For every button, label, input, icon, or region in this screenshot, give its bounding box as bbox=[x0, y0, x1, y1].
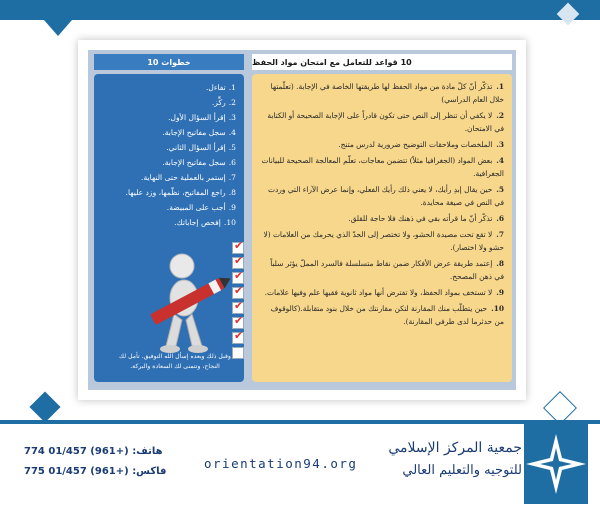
rule-number: 5. bbox=[496, 185, 504, 194]
phone-label: هاتف: bbox=[132, 446, 163, 457]
fax-label: فاكس: bbox=[132, 466, 167, 477]
rule-item bbox=[260, 302, 504, 328]
step-item bbox=[102, 125, 236, 140]
step-item bbox=[102, 80, 236, 95]
rule-item bbox=[260, 228, 504, 254]
step-text: سجل مفاتيح الإجابة. bbox=[162, 158, 226, 167]
step-text: سجل مفاتيح الإجابة. bbox=[162, 128, 226, 137]
bottom-left-diamond-decoration bbox=[29, 391, 60, 422]
step-item bbox=[102, 185, 236, 200]
checkbox[interactable] bbox=[232, 284, 244, 299]
contact-block bbox=[24, 442, 166, 482]
rule-number: 1. bbox=[496, 82, 504, 91]
steps-title: 10 خطوات bbox=[94, 54, 244, 70]
fax-row bbox=[24, 462, 166, 482]
rule-number: 10. bbox=[491, 304, 504, 313]
step-text: راجع المفاتيح، نظّمها، وزد عليها. bbox=[125, 188, 226, 197]
step-number: 10. bbox=[223, 218, 236, 227]
checkmark-icon: ✔ bbox=[234, 314, 244, 327]
figure-with-pencil-illustration bbox=[140, 250, 230, 360]
step-text: أجب على المبيضة. bbox=[166, 203, 226, 212]
fax-number[interactable]: (+961) 01/457 775 bbox=[24, 466, 129, 477]
rule-number: 6. bbox=[496, 214, 504, 223]
checkmark-icon: ✔ bbox=[234, 269, 244, 282]
step-item bbox=[102, 200, 236, 215]
step-text: تفاءل. bbox=[205, 83, 226, 92]
top-notch-decoration bbox=[44, 20, 72, 36]
rule-number: 8. bbox=[496, 259, 504, 268]
closing-note: وقبل ذلك وبعده إسأل الله التوفيق. تأمل لك النجاح، وتتمنى لك السعادة والبركة. bbox=[119, 353, 231, 370]
step-number: 7. bbox=[228, 173, 236, 182]
org-line-2: للتوجيه والتعليم العالي bbox=[402, 463, 522, 478]
step-item bbox=[102, 170, 236, 185]
rule-text: بعض المواد (الجغرافيا مثلاً) تتضمن معاجات، تعلّم المعالجة الصحيحة للبيانات الجغرافية. bbox=[261, 156, 504, 178]
organization-name bbox=[362, 436, 522, 482]
phone-number[interactable]: (+961) 01/457 774 bbox=[24, 446, 129, 457]
steps-list bbox=[102, 80, 236, 230]
rule-number: 7. bbox=[496, 230, 504, 239]
step-text: إقرأ السؤال الأول. bbox=[168, 113, 226, 122]
rule-item bbox=[260, 109, 504, 135]
rule-item bbox=[260, 154, 504, 180]
rule-text: حين يقال إبدِ رأيك، لا يعني ذلك رأيك الفعلي، وإنما عرض الآراء التي وردت في النص في صيغة محايدة. bbox=[268, 185, 504, 207]
step-number: 3. bbox=[228, 113, 236, 122]
checkbox[interactable] bbox=[232, 269, 244, 284]
step-item bbox=[102, 110, 236, 125]
rule-number: 4. bbox=[496, 156, 504, 165]
checkbox[interactable] bbox=[232, 254, 244, 269]
phone-row bbox=[24, 442, 166, 462]
step-number: 1. bbox=[228, 83, 236, 92]
checkbox[interactable] bbox=[232, 314, 244, 329]
rule-text: حين يتطلّب منك المقارنة لتكن مقارنتك من خلال بنود متقابلة.(كالوقوف من حدثرما لدى طرفي المقارنة). bbox=[270, 304, 504, 326]
step-number: 8. bbox=[228, 188, 236, 197]
step-text: إفحص إجاباتك. bbox=[174, 218, 221, 227]
rules-panel bbox=[252, 74, 512, 382]
organization-logo bbox=[524, 424, 588, 504]
step-text: ركِّز. bbox=[211, 98, 226, 107]
step-item bbox=[102, 155, 236, 170]
footer-strip bbox=[0, 420, 600, 424]
rules-title: 10 قواعد للتعامل مع امتحان مواد الحفظ bbox=[252, 54, 512, 70]
step-text: إستمر بالعملية حتى النهاية. bbox=[141, 173, 226, 182]
step-item bbox=[102, 140, 236, 155]
rule-text: إعتمد طريقة عرض الأفكار ضمن نقاط متسلسلة فالسرد المملّ يؤثر سلباً في ذهن المصحح. bbox=[270, 259, 504, 281]
website-link[interactable]: orientation94.org bbox=[204, 456, 358, 471]
rule-text: لا يكفي أن تنظر إلى النص حتى تكون قادراً على الإجابة الصحيحة أو الكتابة في الامتحان. bbox=[267, 111, 504, 133]
checklist bbox=[232, 239, 244, 362]
rule-text: الملخصات وملاحقات التوضيح ضرورية لدرس متنج. bbox=[338, 140, 493, 149]
step-number: 2. bbox=[228, 98, 236, 107]
step-item bbox=[102, 215, 236, 230]
rule-item bbox=[260, 286, 504, 299]
rule-number: 9. bbox=[496, 288, 504, 297]
rule-item bbox=[260, 80, 504, 106]
checkbox[interactable] bbox=[232, 239, 244, 254]
org-line-1: جمعية المركز الإسلامي bbox=[388, 440, 522, 456]
rule-item bbox=[260, 212, 504, 225]
checkbox[interactable] bbox=[232, 299, 244, 314]
checkmark-icon: ✔ bbox=[234, 239, 244, 252]
checkmark-icon: ✔ bbox=[234, 284, 244, 297]
checkmark-icon: ✔ bbox=[234, 329, 244, 342]
step-number: 5. bbox=[228, 143, 236, 152]
top-band bbox=[0, 0, 600, 20]
rules-list bbox=[260, 80, 504, 328]
rule-text: لا تستخف بمواد الحفظ، ولا تفترض أنها مواد ثانوية فقيها علم وفيها علامات. bbox=[264, 288, 493, 297]
step-number: 6. bbox=[228, 158, 236, 167]
rule-number: 2. bbox=[496, 111, 504, 120]
checkmark-icon: ✔ bbox=[234, 254, 244, 267]
step-item bbox=[102, 95, 236, 110]
step-number: 9. bbox=[228, 203, 236, 212]
step-number: 4. bbox=[228, 128, 236, 137]
rule-text: تذكّر أنّ كلّ مادة من مواد الحفظ لها طريقتها الخاصة في الإجابة. (تعلّمتها خلال العام الدراسي) bbox=[270, 82, 504, 104]
step-text: إقرأ السؤال الثاني. bbox=[166, 143, 226, 152]
checkbox[interactable] bbox=[232, 329, 244, 344]
rule-text: تذكّر أنّ ما قرأته بقي في ذهنك فلا حاجة للقلق. bbox=[348, 214, 493, 223]
rule-item bbox=[260, 138, 504, 151]
checkmark-icon: ✔ bbox=[234, 299, 244, 312]
rule-text: لا تقع تحت مصيدة الحشو، ولا تختصر إلى الحدّ الذي يحرمك من العلامات (لا حشو ولا اختصار). bbox=[263, 230, 504, 252]
rule-item bbox=[260, 257, 504, 283]
rule-number: 3. bbox=[496, 140, 504, 149]
rule-item bbox=[260, 183, 504, 209]
